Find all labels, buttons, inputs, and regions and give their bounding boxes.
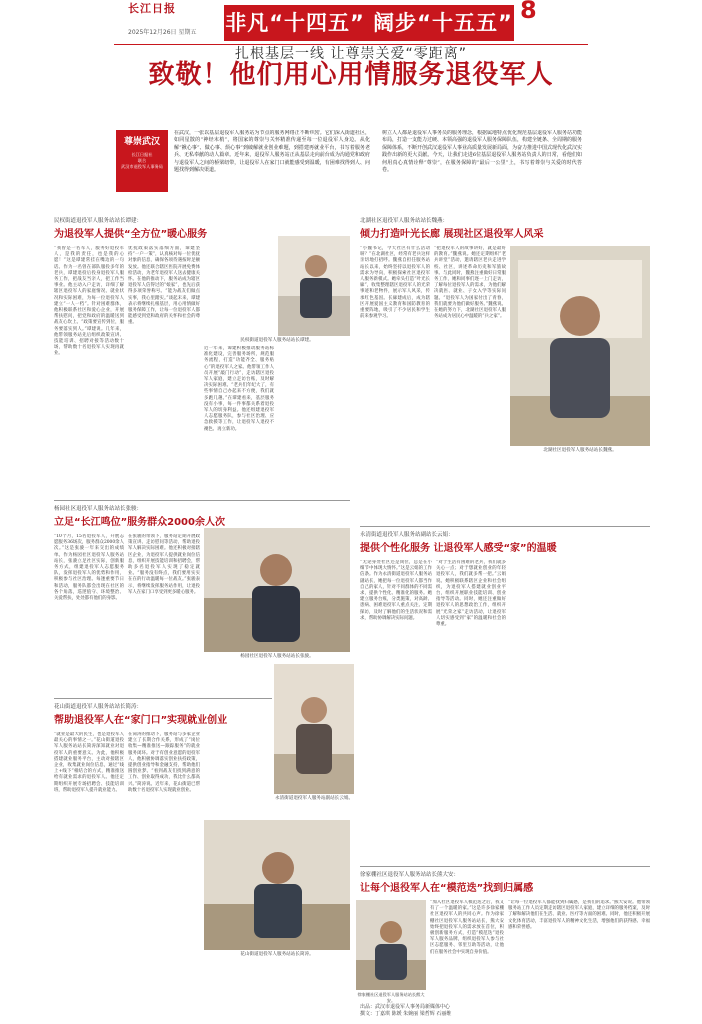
photo-caption: 杨园社区退役军人服务站站长张骏。 <box>240 654 314 659</box>
newspaper-logo: 长江日报 <box>128 2 176 15</box>
credits <box>360 1004 650 1018</box>
section-divider <box>54 500 350 501</box>
page-number: 8 <box>520 0 537 24</box>
lead-paragraph-right: 树立人人都是退役军人事务员的服务理念，根据属地特点优化规范基层退役军人服务站功能布局，打造一支能力过硬、本领高强的退役军人服务保障队伍，构建全链条、全周期的服务保障体系，不断开创武汉退役军人事业高质量发展新局面，为奋力推进中国式现代化武汉实践作出新的更大贡献。今天，让我们走进6位基层退役军人服务站负责人的日常，看他们如何用真心真情诠释“尊崇”，在服务保障的“最后一公里”上，书写着尊崇与关爱的时代答卷。 <box>382 130 582 174</box>
article-title: 提供个性化服务 让退役军人感受“家”的温暖 <box>360 543 557 554</box>
kicker-title: 扎根基层一线 让尊崇关爱“零距离” <box>235 46 467 62</box>
article-title: 为退役军人提供“全方位”暖心服务 <box>54 229 208 240</box>
photo-caption: 北湖社区退役军人服务站站长魏燕。 <box>543 448 617 453</box>
badge-sub: 长江日报社 联合 武汉市退役军人事务局 <box>121 152 163 169</box>
header-divider <box>114 44 588 45</box>
article-title: 让每个退役军人在“模范迭”找到归属感 <box>360 883 534 894</box>
station-photo <box>204 820 350 950</box>
article-body: “我曾是一名军人，服务好退役军人，是我的责任，也是我的心愿！”这是谭建常挂在嘴边的一句话。作为一名曾在部队服役多年的老兵，谭建退役后投身退役军人服务工作，把战友当亲人，把工作当事业。他主动入户走访，详细了解辖区退役军人的家庭情况、就业状况和实际困难，为每一位退役军人建立“一人一档”。针对困难群体，他积极联系社区和爱心企业，开展帮扶慰问，把党和政府的温暖送到战友心坎上。“政策要宣传到位，服务要落实到人。”谭建说。几年来，他带领服务站先后组织政策宣讲、技能培训、招聘对接等活动数十场，帮助数十名退役军人实现再就业。 <box>54 246 124 357</box>
article-title: 立足“长江鸣位”服务群众2000余人次 <box>54 517 225 528</box>
station-photo <box>274 664 354 794</box>
photo-caption: 永清街道退役军人服务站副站长云娟。 <box>274 796 354 801</box>
article-title: 帮助退役军人在“家门口”实现就业创业 <box>54 715 228 726</box>
article-body: 在简涛的推动下，服务站与多家企业建立了长期合作关系，形成了“岗位收集—精准推送—跟踪服务”的就业服务闭环。对于有创业意愿的退役军人，他积极协调落实创业扶持政策，提供创业指导和金融支持，帮助他们圆创业梦。“看到战友们找到满意的工作、创业取得成功，我比什么都高兴。”简涛说。近年来，花山街道已帮助数十名退役军人实现就业创业。 <box>128 732 200 793</box>
station-photo <box>510 246 650 446</box>
article-body: “让每一位退役军人都能找到归属感，是我们的追求。”熊大安说。他带领服务站工作人员定期走访辖区退役军人家庭，建立详细的服务档案，及时了解和解决他们在生活、就业、医疗等方面的困难。同时，他还积极开展文化体育活动，丰富退役军人的精神文化生活，增强他们的获得感、幸福感和荣誉感。 <box>508 900 650 930</box>
article-station: 杨园社区退役军人服务站站长张骏： <box>54 506 143 512</box>
article-body: 近一年来，谭建积极推动服务站标准化建设，完善服务场所，规范服务流程，打造“功能齐全、服务贴心”的退役军人之家。他带领工作人员开展“敲门行动”，走访辖区退役军人家庭，建立走访台账，及时解决实际困难。“老兵们年纪大了，有些事情自己办起来不方便，我们就多跑几趟。”在谭建看来，基层服务没有小事，每一件事都关系着退役军人的切身利益。他还组建退役军人志愿服务队，参与社区治理、应急救援等工作，让退役军人退役不褪色、再立新功。 <box>204 346 274 432</box>
article-body: 优抚政策落实落细方面，谭建坚持“一户一策”，认真核对每一位优抚对象的信息，确保各项待遇按时足额发放。他还联合辖区医院开展免费体检活动，为老年退役军人送去健康关怀。在他的推动下，服务站成为辖区退役军人信得过的“娘家”，也先后获得多项荣誉称号。“能为战友们做点实事，我心里踏实。”谈起未来，谭建表示将继续扎根基层，用心用情做好服务保障工作，让每一位退役军人都能感受到党和政府的关怀和社会的尊重。 <box>128 246 200 326</box>
article-body: “小魏书记，今天社区有什么活动呀？”在北湖社区，经常有老兵这样亲切地打招呼。魏燕自担任服务站站长以来，始终坚持以退役军人的需求为导向，积极探索社区退役军人服务新模式。她牵头打造“叶光长廊”，收集整理辖区退役军人的光荣事迹和老物件，展示军人风采，传承红色基因。长廊建成后，成为辖区开展爱国主义教育和国防教育的重要阵地，吸引了不少居民和学生前来参观学习。 <box>360 246 430 320</box>
section-divider <box>54 698 272 699</box>
photo-caption: 徐家棚社区退役军人服务站站长熊大安。 <box>357 992 425 1004</box>
section-banner: 非凡“十四五” 阔步“十五五” <box>224 5 514 41</box>
article-station: 北湖社区退役军人服务站站长魏燕： <box>360 218 449 224</box>
lead-paragraph-left: 在武汉，一张以基层退役军人服务站为节点的服务网络正不断织密。它们深入街道社区，如同星散的“神经末梢”，将国家的尊崇与关怀精准传递至每一位退役军人身边。从化解“揪心事”、做心事、烦心事”到破解就业创业难题，到搭建再就业平台，书写着服务老兵、无私奉献的动人篇章。近年来，退役军人服务站正从基层走向前台成为沟通党和政府与退役军人之间的桥梁纽带，让退役军人在家门口就能感受到温暖，有困难找得到人、问题找得到解决渠道。 <box>174 130 370 174</box>
column-badge <box>116 130 168 192</box>
article-body: 在张骏的带领下，服务站定期开展政策宣讲、走访慰问等活动，帮助退役军人解决实际困难。他还积极对接辖区企业，为退役军人提供就业岗位信息，组织开展技能培训和招聘会，帮助多名退役军人实现了稳定就业。“服务没有终点，我们要用实实在在的行动温暖每一位战友。”张骏表示，将继续发挥服务站作用，让退役军人在家门口享受到更多暖心服务。 <box>128 534 200 595</box>
main-headline: 致敬！他们用心用情服务退役军人 <box>148 60 554 90</box>
section-divider <box>360 526 650 527</box>
photo-caption: 民权街道退役军人服务站站长谭建。 <box>240 338 314 343</box>
station-photo <box>278 236 350 336</box>
section-divider <box>360 866 650 867</box>
article-body: “对于生活有困难的老兵，我们就多关心一点；对于想就业创业的年轻退役军人，我们就多帮一把。”云娟说。她积极联系辖区企业和社会组织，为退役军人搭建就业创业平台，组织开展职业技能培训、创业指导等活动。同时，她还注重做好退役军人的思想政治工作，组织开展“光荣之家”走访活动，让退役军人切实感受到“家”的温暖和社会的尊重。 <box>436 560 506 628</box>
article-body: “无论身处社区还是岗位，总是在小细节中体现大情怀。”这是云娟的工作信条。作为永清街道退役军人服务站副站长，她把每一位退役军人都当作自己的家人，针对不同群体的不同需求，提供个性化、精准化的服务。她建立服务台账，分类施策，对高龄、患病、困难退役军人重点关注、定期探访，及时了解他们的生活状况和需求，帮助协调解决实际问题。 <box>360 560 432 621</box>
article-body: “10个月，15名退役军人，开展志愿服务36场次，服务群众2000余人次。”这是张骏一年来交出的成绩单。作为杨园社区退役军人服务站站长，张骏立足社区实际，创新服务方式，组建退役军人志愿服务队，发挥退役军人的优势和作用，积极参与社区治理。每逢重要节日和活动，服务队都会出现在社区的各个角落，巡逻值守、环境整治、关爱帮扶，处处都有他们的身影。 <box>54 534 124 602</box>
article-station: 民权街道退役军人服务站站长谭建： <box>54 218 143 224</box>
article-body: “把退役军人的故事讲好，就是最好的教育。”魏燕说。她还定期组织“老兵讲堂”活动，邀请辖区老兵走进学校、社区，讲述革命历史和军旅故事。与此同时，魏燕注重做好日常服务工作，她和同事们逐一上门走访，了解每位退役军人的需求，为他们解决就医、就业、子女入学等实际问题。“退役军人为国家付出了青春，我们就要为他们做好服务。”魏燕说。在她的努力下，北湖社区退役军人服务站成为居民心中温暖的“兵之家”。 <box>434 246 506 320</box>
issue-date: 2025年12月26日 星期五 <box>128 29 197 36</box>
article-body: “就业是最大的民生，也是退役军人最关心的事情之一。”花山街道退役军人服务站站长简涛深知就业对退役军人的重要意义。为此，他积极搭建就业服务平台，主动对接辖区企业，收集就业岗位信息，通过“线上+线下”相结合的方式，精准推送给有就业需求的退役军人。他还定期组织开展专场招聘会、技能培训班，帮助退役军人提升就业能力。 <box>54 732 124 793</box>
article-station: 徐家棚社区退役军人服务站站长熊大安： <box>360 872 460 878</box>
station-photo <box>204 528 350 652</box>
masthead <box>0 0 702 44</box>
station-photo <box>356 900 426 990</box>
article-body: “加入社区退役军人模范迭之后，我又有了一个温暖的家。”这是许多徐家棚社区退役军人的共同心声。作为徐家棚社区退役军人服务站站长，熊大安始终把退役军人的需求放在首位，积极创新服务方式，打造“模范迭”退役军人服务品牌，组织退役军人参与社区志愿服务、邻里互助等活动，让他们在服务社会中实现自身价值。 <box>430 900 504 955</box>
credits-producer: 出品：武汉市退役军人事务局新媒体中心 <box>360 1004 451 1010</box>
article-station: 花山街道退役军人服务站站长简涛： <box>54 704 143 710</box>
credits-writers: 撰文：丁嘉琪 陈媛 朱婉丽 梁哲辉 石丽维 <box>360 1011 452 1017</box>
article-title: 倾力打造叶光长廊 展现社区退役军人风采 <box>360 229 544 240</box>
article-station: 永清街道退役军人服务站副站长云娟： <box>360 532 454 538</box>
photo-caption: 花山街道退役军人服务站站长简涛。 <box>240 952 314 957</box>
badge-title: 尊崇武汉 <box>123 137 160 147</box>
